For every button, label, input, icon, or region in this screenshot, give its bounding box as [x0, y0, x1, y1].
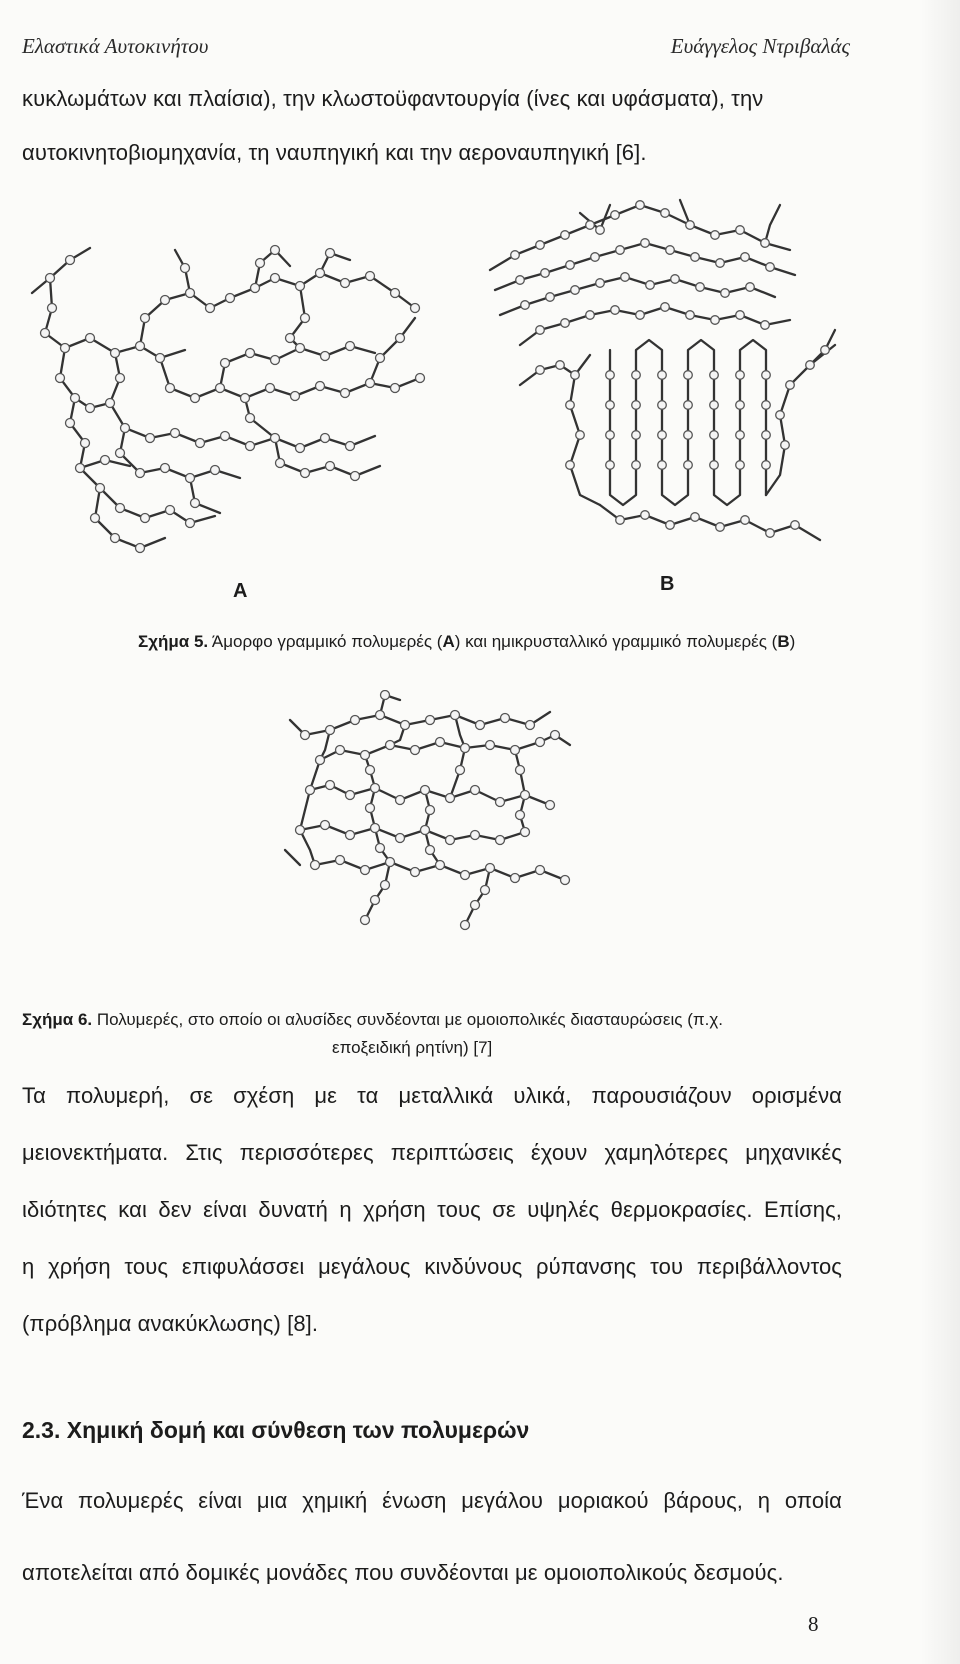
paragraph-line-2: μειονεκτήματα. Στις περισσότερες περιπτώσεις έχουν χαμηλότερες μηχανικές [22, 1140, 842, 1165]
figure5-caption [138, 632, 795, 652]
page-edge-shadow [920, 0, 960, 1664]
figure5-label-b: B [660, 573, 675, 595]
figure5-label-a: A [233, 580, 248, 602]
paragraph-line-3: ιδιότητες και δεν είναι δυνατή η χρήση τους σε υψηλές θερμοκρασίες. Επίσης, [22, 1197, 842, 1222]
crosslinked-polymer-diagram [280, 690, 590, 940]
amorphous-polymer-diagram [20, 238, 460, 568]
figure5-caption-part2: ) και ημικρυσταλλικό γραμμικό πολυμερές ( [454, 632, 778, 651]
figure5-caption-part3: ) [789, 632, 796, 651]
paragraph-line-4: η χρήση τους επιφυλάσσει μεγάλους κινδύνους ρύπανσης του περιβάλλοντος [22, 1254, 842, 1279]
figure5-caption-b: B [777, 632, 790, 651]
figure6-caption-text: Πολυμερές, στο οποίο οι αλυσίδες συνδέονται με ομοιοπολικές διασταυρώσεις (π.χ. [92, 1010, 723, 1029]
paragraph-line-5: (πρόβλημα ανακύκλωσης) [8]. [22, 1311, 319, 1336]
running-header-author: Ευάγγελος Ντριβαλάς [670, 34, 850, 58]
intro-line-1: κυκλωμάτων και πλαίσια), την κλωστοϋφαντουργία (ίνες και υφάσματα), την [22, 86, 764, 111]
figure5-caption-a: A [442, 632, 455, 651]
figure6-caption-prefix: Σχήμα 6. [22, 1010, 93, 1029]
running-header-title: Ελαστικά Αυτοκινήτου [22, 34, 209, 58]
semicrystalline-polymer-diagram [480, 195, 840, 555]
figure5-caption-prefix: Σχήμα 5. [138, 632, 209, 651]
section-line-2: αποτελείται από δομικές μονάδες που συνδέονται με ομοιοπολικούς δεσμούς. [22, 1560, 784, 1585]
page-number: 8 [808, 1612, 819, 1636]
paragraph-line-1: Τα πολυμερή, σε σχέση με τα μεταλλικά υλικά, παρουσιάζουν ορισμένα [22, 1083, 842, 1108]
figure5-caption-part1: Άμορφο γραμμικό πολυμερές ( [208, 632, 443, 651]
section-heading: 2.3. Χημική δομή και σύνθεση των πολυμερών [22, 1417, 530, 1443]
figure6-caption-line-2: εποξειδική ρητίνη) [7] [332, 1038, 493, 1057]
figure6-caption-line-1 [22, 1010, 723, 1030]
section-line-1: Ένα πολυμερές είναι μια χημική ένωση μεγάλου μοριακού βάρους, η οποία [22, 1488, 842, 1513]
intro-line-2: αυτοκινητοβιομηχανία, τη ναυπηγική και την αεροναυπηγική [6]. [22, 140, 647, 165]
